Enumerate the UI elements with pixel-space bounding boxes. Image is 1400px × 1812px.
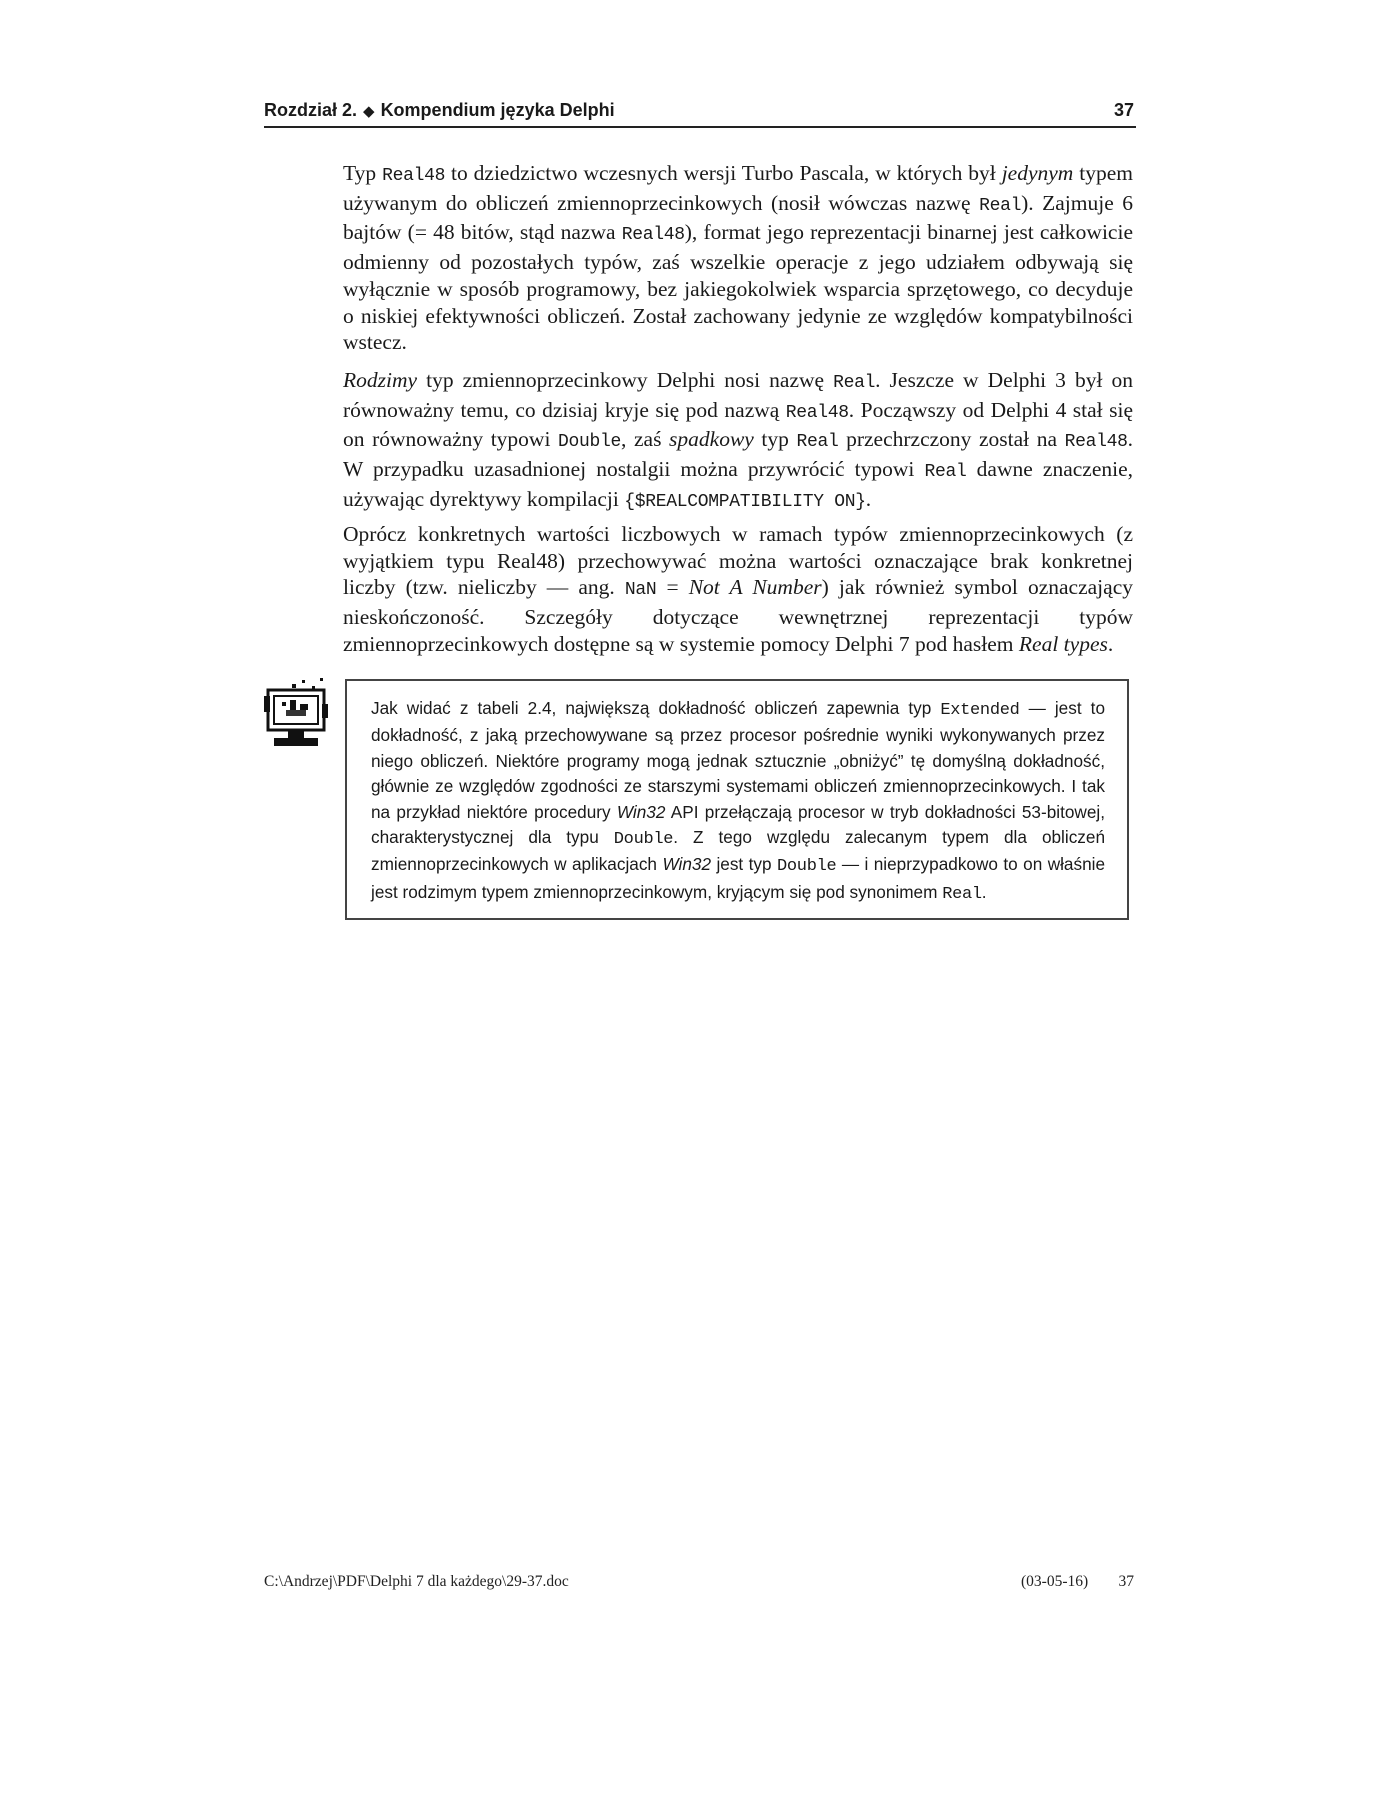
- note-box: Jak widać z tabeli 2.4, największą dokładność obliczeń zapewnia typ Extended — jest to dokładność, z jaką przechowywane są przez procesor pośrednie wyniki wykonywanych przez niego obliczeń. Niektóre programy mogą jednak sztucznie „obniżyć” tę domyślną dokładność, głównie ze względów zgodności ze starszymi systemami obliczeń zmiennoprzecinkowych. I tak na przykład niektóre procedury Win32 API przełączają procesor w tryb dokładności 53-bitowej, charakterystycznej dla typu Double. Z tego względu zalecanym typem dla obliczeń zmiennoprzecinkowych w aplikacjach Win32 jest typ Double — i nieprzypadkowo to on właśnie jest rodzimym typem zmiennoprzecinkowym, kryjącym się pod synonimem Real.: [345, 679, 1129, 920]
- code-real: Real: [979, 195, 1022, 216]
- paragraph-real48: Typ Real48 to dziedzictwo wczesnych wersji Turbo Pascala, w których był jedynym typem używanym do obliczeń zmiennoprzecinkowych (nosił wówczas nazwę Real). Zajmuje 6 bajtów (= 48 bitów, stąd nazwa Real48), format jego reprezentacji binarnej jest całkowicie odmienny od pozostałych typów, zaś wszelkie operacje z jego udziałem odbywają się wyłącznie w sposób programowy, bez jakiegokolwiek wsparcia sprzętowego, co decyduje o niskiej efektywności obliczeń. Został zachowany jedynie ze względów kompatybilności wstecz.: [343, 161, 1133, 355]
- chapter-label: Rozdział 2.: [264, 100, 358, 120]
- code-directive: {$REALCOMPATIBILITY ON}: [624, 491, 866, 512]
- code-extended: Extended: [940, 701, 1020, 720]
- header-page-number: 37: [1113, 100, 1134, 120]
- computer-note-icon: [262, 678, 334, 752]
- code-real48: Real48: [621, 225, 685, 246]
- footer-date: (03-05-16): [1021, 1573, 1089, 1590]
- code-double: Double: [558, 432, 622, 453]
- code-nan: NaN: [624, 580, 657, 601]
- code-real: Real: [942, 884, 982, 904]
- code-real: Real: [796, 432, 839, 453]
- chapter-title: Kompendium języka Delphi: [380, 100, 615, 120]
- running-header: [264, 98, 1136, 128]
- code-double: Double: [777, 857, 837, 877]
- footer-page-number: 37: [1118, 1573, 1134, 1590]
- code-real: Real: [833, 373, 876, 393]
- paragraph-real-type: Rodzimy typ zmiennoprzecinkowy Delphi nosi nazwę Real. Jeszcze w Delphi 3 był on równoważny temu, co dzisiaj kryje się pod nazwą Real48. Począwszy od Delphi 4 stał się on równoważny typowi Double, zaś spadkowy typ Real przechrzczony został na Real48. W przypadku uzasadnionej nostalgii można przywrócić typowi Real dawne znaczenie, używając dyrektywy kompilacji {$REALCOMPATIBILITY ON}.: [343, 368, 1134, 512]
- code-real48: Real48: [382, 166, 446, 186]
- footer-file-path: C:\Andrzej\PDF\Delphi 7 dla każdego\29-37.doc: [264, 1573, 569, 1590]
- code-real48: Real48: [785, 402, 849, 423]
- running-header-title: [264, 100, 615, 121]
- code-real48: Real48: [1064, 432, 1128, 453]
- code-real: Real: [924, 462, 967, 483]
- code-double: Double: [613, 830, 674, 850]
- paragraph-nan: Oprócz konkretnych wartości liczbowych w ramach typów zmiennoprzecinkowych (z wyjątkiem typu Real48) przechowywać można wartości oznaczające brak konkretnej liczby (tzw. nieliczby — ang. NaN = Not A Number) jak również symbol oznaczający nieskończoność. Szczegóły dotyczące wewnętrznej reprezentacji typów zmiennoprzecinkowych dostępne są w systemie pomocy Delphi 7 pod hasłem Real types.: [343, 522, 1133, 656]
- diamond-icon: ◆: [363, 103, 375, 120]
